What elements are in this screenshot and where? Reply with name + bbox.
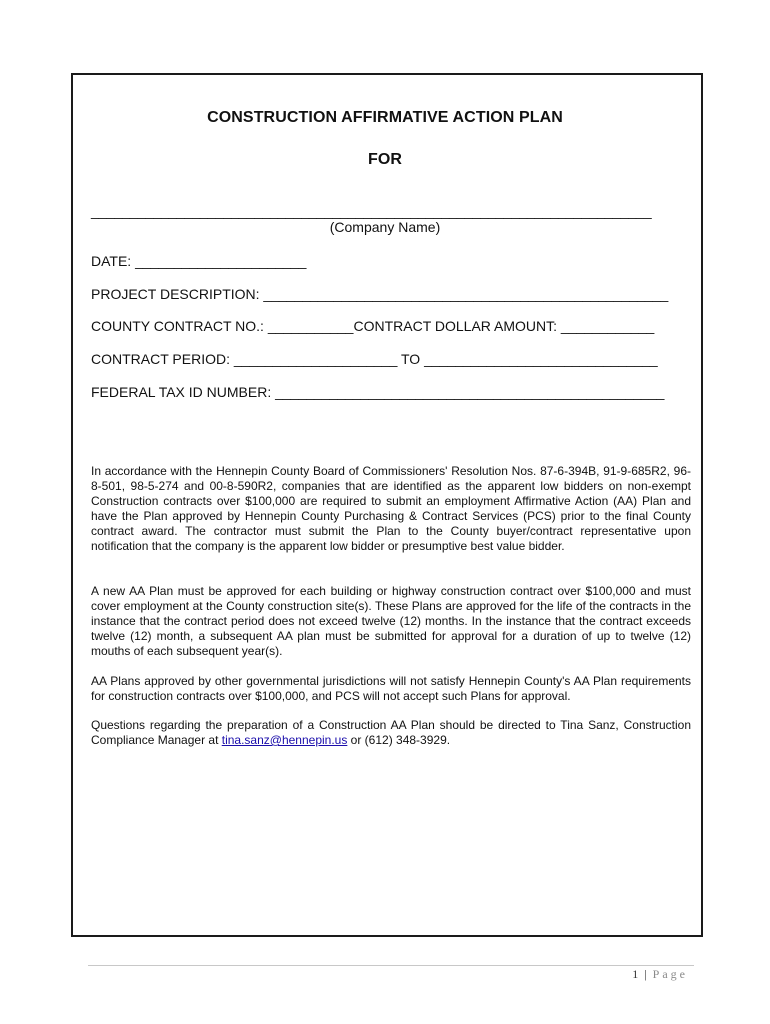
questions-text: Questions regarding the preparation of a Construction AA Plan should be directed to Tina Sanz, Construction Compliance Manager at (91, 718, 691, 747)
county-contract-field[interactable]: COUNTY CONTRACT NO.: ___________CONTRACT DOLLAR AMOUNT: ____________ (91, 318, 655, 334)
document-title: CONSTRUCTION AFFIRMATIVE ACTION PLAN (207, 109, 563, 126)
page-number: 1 (632, 967, 639, 981)
paragraph-other-jurisdictions: AA Plans approved by other governmental jurisdictions will not satisfy Hennepin County's AA Plan requirements for construction contracts over $100,000, and PCS will not accept such Plans for approval. (91, 674, 691, 703)
date-field[interactable]: DATE: ______________________ (91, 253, 307, 269)
company-name-caption: (Company Name) (329, 219, 441, 235)
paragraph-new-plan: A new AA Plan must be approved for each building or highway construction contract over $100,000 and must cover employment at the County construction site(s). These Plans are approved for the life of the contracts in the instance that the contract period does not exceed twelve (12) months. In the instance that the contract exceeds twelve (12) month, a subsequent AA plan must be submitted for approval for a duration of up to twelve (12) mouths of each subsequent year(s). (91, 584, 691, 658)
phone-text: or (612) 348-3929. (347, 733, 451, 747)
project-description-field[interactable]: PROJECT DESCRIPTION: ____________________________________________________ (91, 286, 669, 302)
federal-tax-id-field[interactable]: FEDERAL TAX ID NUMBER: __________________________________________________ (91, 384, 665, 400)
email-link[interactable]: tina.sanz@hennepin.us (221, 733, 348, 747)
page-separator: | (644, 967, 647, 981)
footer-divider (88, 965, 694, 966)
page-footer (632, 967, 688, 982)
contract-period-field[interactable]: CONTRACT PERIOD: _____________________ TO ______________________________ (91, 351, 658, 367)
company-name-line[interactable]: ________________________________________________________________________ (91, 203, 652, 219)
paragraph-resolution: In accordance with the Hennepin County Board of Commissioners' Resolution Nos. 87-6-394B, 91-9-685R2, 96-8-501, 98-5-274 and 00-8-590R2, companies that are identified as the apparent low bidders on non-exempt Construction contracts over $100,000 are required to submit an employment Affirmative Action (AA) Plan and have the Plan approved by Hennepin County Purchasing & Contract Services (PCS) prior to the final County contract award. The contractor must submit the Plan to the County buyer/contract representative upon notification that the company is the apparent low bidder or presumptive best value bidder. (91, 464, 691, 553)
page-label: Page (652, 967, 688, 981)
document-subtitle: FOR (367, 151, 403, 168)
paragraph-questions (91, 718, 691, 748)
